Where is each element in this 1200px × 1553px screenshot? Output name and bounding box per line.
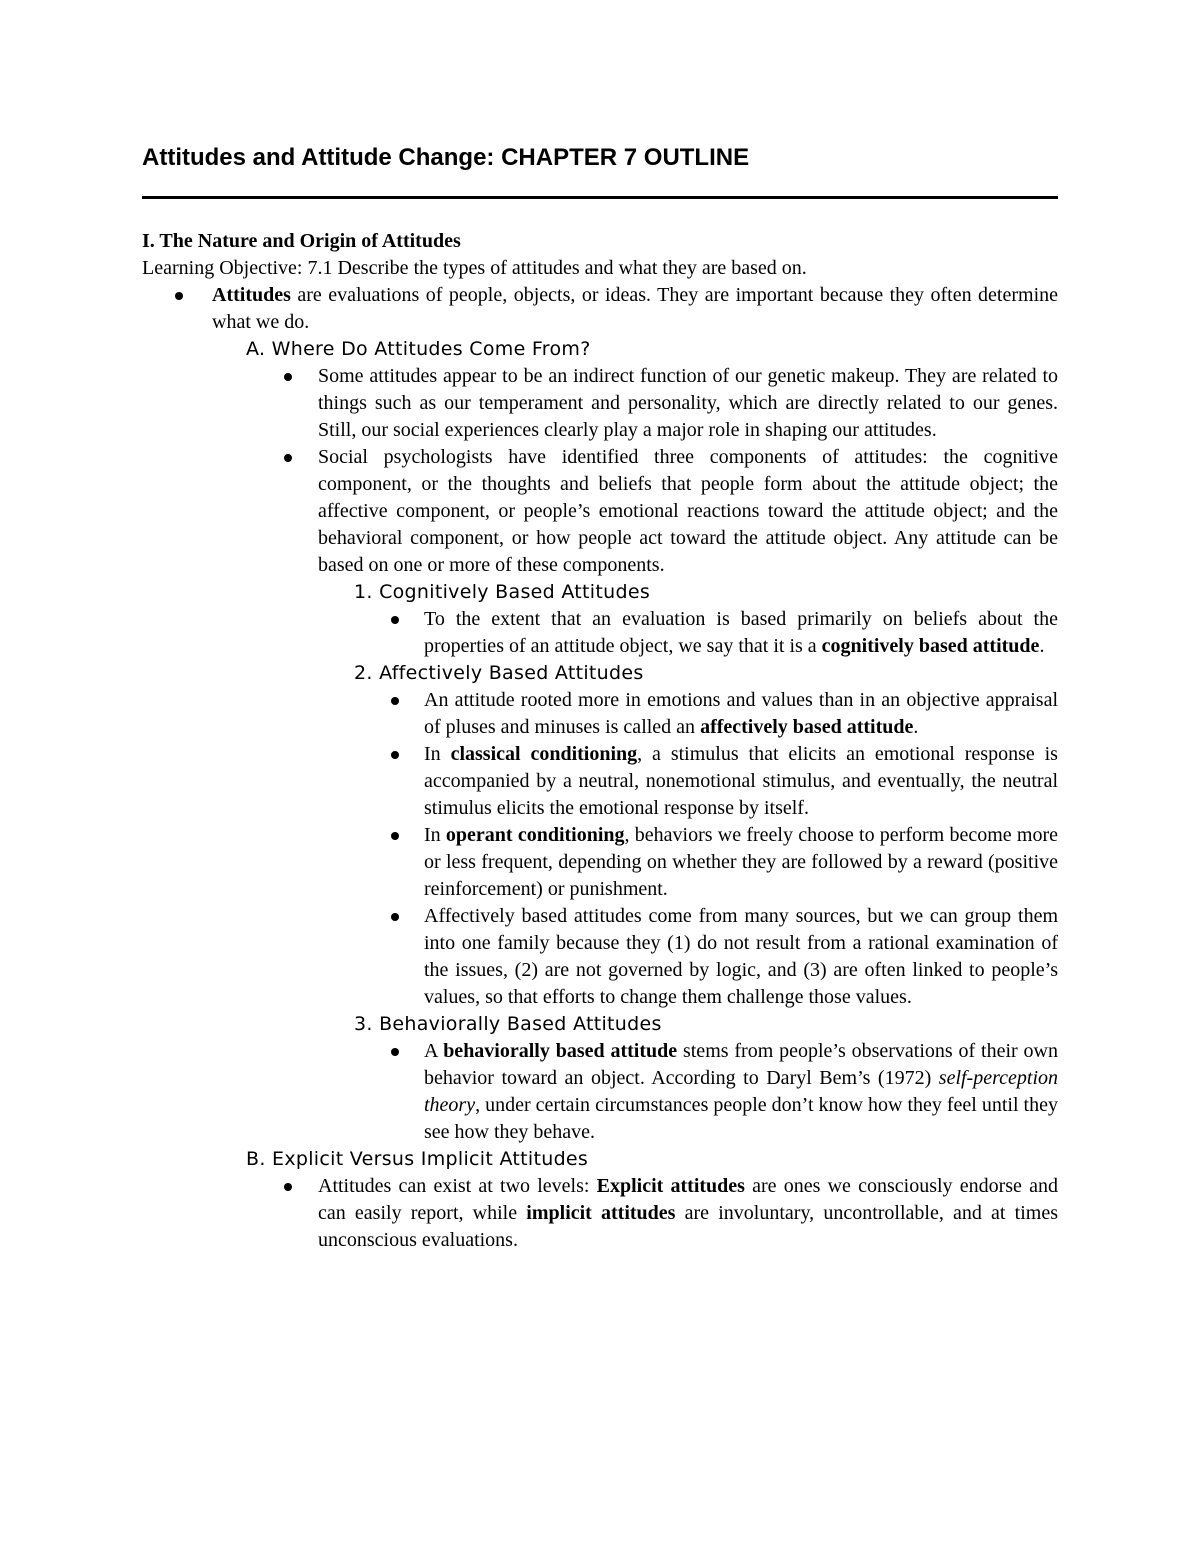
term-operant-conditioning: operant conditioning	[445, 824, 625, 846]
item-heading-cognitive: 1. Cognitively Based Attitudes	[354, 581, 651, 603]
subsection-heading-b: B. Explicit Versus Implicit Attitudes	[246, 1148, 589, 1170]
learning-objective: Learning Objective: 7.1 Describe the types of attitudes and what they are based on.	[142, 257, 807, 279]
term-explicit: Explicit attitudes	[596, 1175, 745, 1197]
bullet-icon	[391, 1048, 399, 1056]
bullet-icon	[391, 751, 399, 759]
bullet-icon	[391, 832, 399, 840]
list-item: An attitude rooted more in emotions and values than in an objective appraisal of pluses and minuses is called an affectively based attitude.	[424, 687, 1058, 741]
term-cognitive: cognitively based attitude	[821, 635, 1040, 657]
bullet-icon	[284, 454, 292, 462]
list-item: To the extent that an evaluation is based primarily on beliefs about the properties of an attitude object, we say that it is a cognitively based attitude.	[424, 606, 1058, 660]
term-self-perception: self-perception theory	[424, 1067, 1058, 1116]
list-item: Affectively based attitudes come from many sources, but we can group them into one family because they (1) do not result from a rational examination of the issues, (2) are not governed by logic, and (3) are often linked to people’s values, so that efforts to change them challenge those values.	[424, 903, 1058, 1011]
term-attitudes: Attitudes	[212, 284, 291, 306]
bullet-icon	[284, 1183, 292, 1191]
list-item: A behaviorally based attitude stems from people’s observations of their own behavior toward an object. According to Daryl Bem’s (1972) self-perception theory, under certain circumstances people don’t know how they feel until they see how they behave.	[424, 1038, 1058, 1146]
outline-content	[142, 228, 1058, 1254]
bullet-icon	[391, 616, 399, 624]
term-behavioral: behaviorally based attitude	[443, 1040, 678, 1062]
bullet-icon	[284, 373, 292, 381]
item-heading-behavioral: 3. Behaviorally Based Attitudes	[354, 1013, 662, 1035]
term-implicit: implicit attitudes	[526, 1202, 676, 1224]
title-divider	[142, 196, 1058, 199]
subsection-heading-a: A. Where Do Attitudes Come From?	[246, 338, 591, 360]
term-affective: affectively based attitude	[700, 716, 914, 738]
page-title: Attitudes and Attitude Change: CHAPTER 7 OUTLINE	[142, 144, 750, 171]
term-classical-conditioning: classical conditioning	[450, 743, 638, 765]
list-item: In operant conditioning, behaviors we freely choose to perform become more or less frequent, depending on whether they are followed by a reward (positive reinforcement) or punishment.	[424, 822, 1058, 903]
list-item: Attitudes can exist at two levels: Explicit attitudes are ones we consciously endorse and can easily report, while implicit attitudes are involuntary, uncontrollable, and at times unconscious evaluations.	[318, 1173, 1058, 1254]
list-item: Attitudes are evaluations of people, objects, or ideas. They are important because they often determine what we do.	[212, 282, 1058, 336]
list-item: In classical conditioning, a stimulus that elicits an emotional response is accompanied by a neutral, nonemotional stimulus, and eventually, the neutral stimulus elicits the emotional response by itself.	[424, 741, 1058, 822]
bullet-icon	[175, 292, 183, 300]
bullet-icon	[391, 697, 399, 705]
bullet-icon	[391, 913, 399, 921]
list-item: Social psychologists have identified three components of attitudes: the cognitive component, or the thoughts and beliefs that people form about the attitude object; the affective component, or people’s emotional reactions toward the attitude object; and the behavioral component, or how people act toward the attitude object. Any attitude can be based on one or more of these components.	[318, 444, 1058, 579]
list-item: Some attitudes appear to be an indirect function of our genetic makeup. They are related to things such as our temperament and personality, which are directly related to our genes. Still, our social experiences clearly play a major role in shaping our attitudes.	[318, 363, 1058, 444]
section-heading: I. The Nature and Origin of Attitudes	[142, 230, 461, 252]
item-heading-affective: 2. Affectively Based Attitudes	[354, 662, 644, 684]
